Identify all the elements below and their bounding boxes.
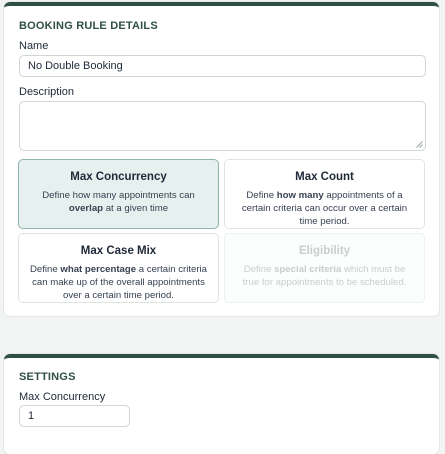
- name-label: Name: [19, 40, 49, 52]
- rule-type-description: Define what percentage a certain criteria can make up of the overall appointments over a certain time period.: [29, 264, 208, 301]
- rule-type-title: Max Concurrency: [70, 171, 167, 183]
- rule-type-description: Define special criteria which must be true for appointments to be scheduled.: [242, 264, 407, 288]
- card-title: SETTINGS: [19, 371, 76, 383]
- max-concurrency-input[interactable]: [19, 405, 130, 427]
- settings-card: [4, 354, 439, 454]
- rule-type-title: Max Case Mix: [80, 245, 157, 257]
- rule-type-eligibility: [224, 233, 425, 303]
- name-input[interactable]: [19, 55, 426, 77]
- rule-type-description: Define how many appointments can overlap at a given time: [42, 190, 195, 214]
- rule-type-max-count[interactable]: [224, 159, 425, 229]
- description-textarea[interactable]: [19, 101, 426, 151]
- rule-type-description: Define how many appointments of a certain criteria can occur over a certain time period.: [241, 190, 408, 227]
- resize-handle-icon[interactable]: [416, 141, 423, 148]
- rule-type-title: Max Count: [295, 171, 354, 183]
- rule-type-max-concurrency[interactable]: [18, 159, 219, 229]
- rule-type-max-case-mix[interactable]: [18, 233, 219, 303]
- rule-type-title: Eligibility: [298, 245, 351, 257]
- booking-rule-details-card: [4, 2, 439, 316]
- max-concurrency-label: Max Concurrency: [19, 391, 106, 403]
- card-title: BOOKING RULE DETAILS: [19, 20, 158, 32]
- description-label: Description: [19, 86, 75, 98]
